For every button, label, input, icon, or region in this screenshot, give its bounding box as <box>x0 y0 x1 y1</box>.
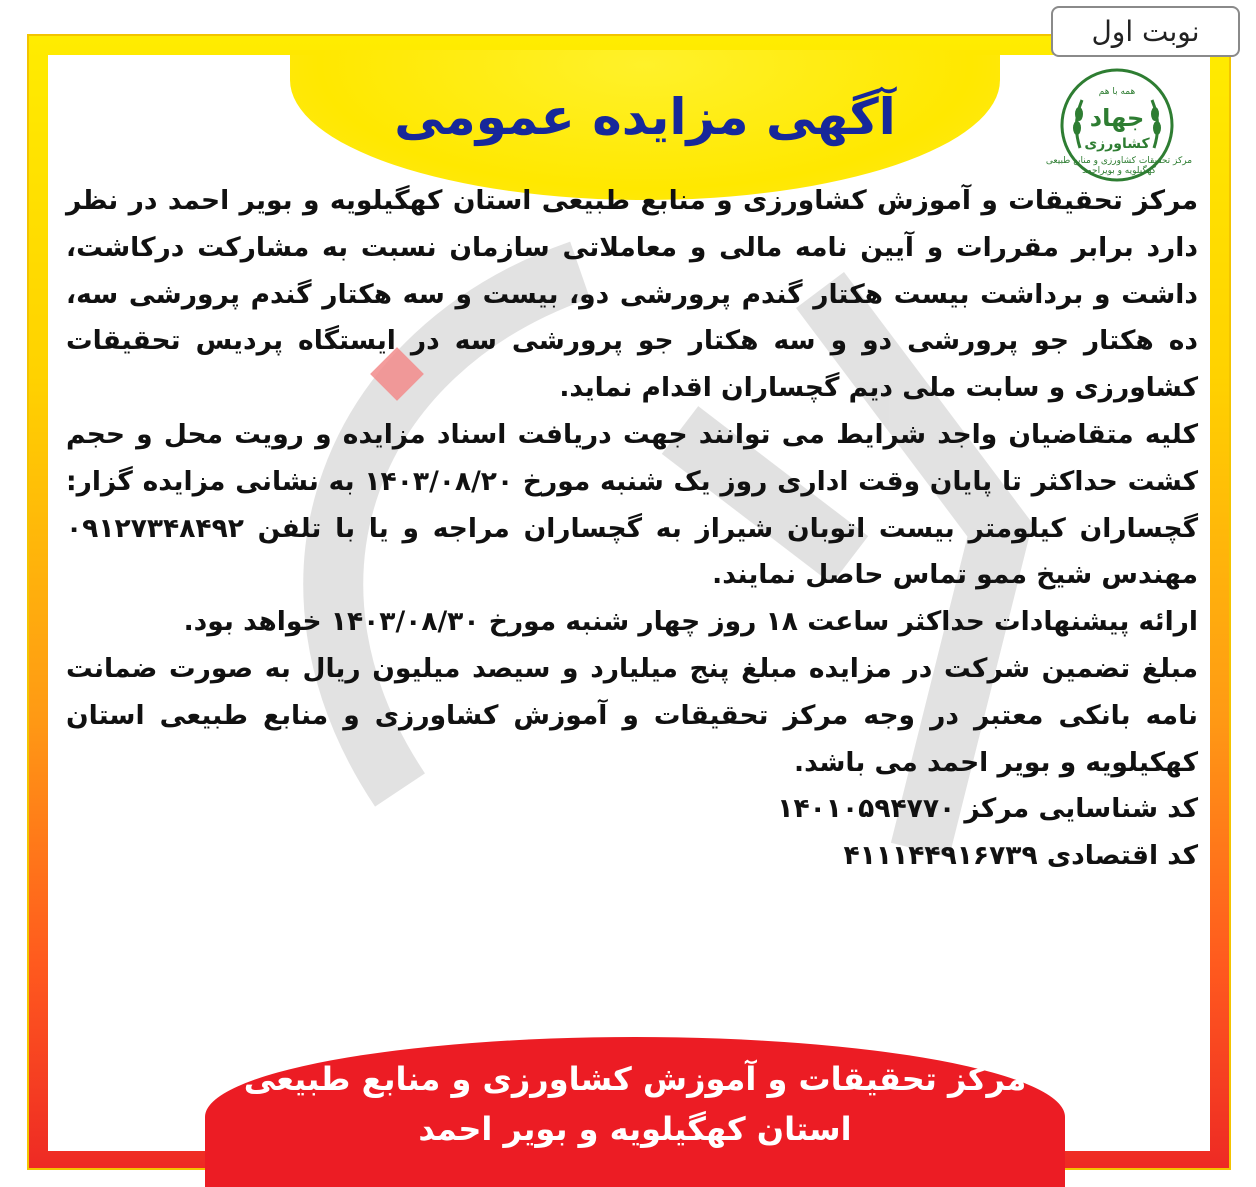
logo-main-text: جهاد <box>1089 104 1145 132</box>
footer-org-line-2: استان کهگیلویه و بویر احمد <box>418 1110 852 1148</box>
footer-org-line-1: مرکز تحقیقات و آموزش کشاورزی و منابع طبیعی <box>243 1060 1027 1098</box>
page-title: آگهی مزایده عمومی <box>394 88 896 146</box>
notice-body <box>66 178 1198 880</box>
notice-paragraph: مرکز تحقیقات و آموزش کشاورزی و منابع طبیعی استان کهگیلویه و بویر احمد در نظر دارد برابر مقررات و آیین نامه مالی و معاملاتی سازمان نسبت به مشارکت درکاشت، داشت و برداشت بیست هکتار گندم پرورشی دو، بیست و سه هکتار گندم پرورشی سه، ده هکتار جو پرورشی دو و سه هکتار جو پرورشی سه در ایستگاه پردیس تحقیقات کشاورزی و سابت ملی دیم گچساران اقدام نماید. <box>66 185 1198 404</box>
logo-caption: مرکز تحقیقات کشاورزی و منابع طبیعی کهگیلویه و بویراحمد <box>1045 156 1193 176</box>
logo-sub-text: کشاورزی <box>1084 136 1150 152</box>
logo-top-text: همه با هم <box>1098 87 1136 97</box>
economic-code: کد اقتصادی ۴۱۱۱۴۴۹۱۶۷۳۹ <box>843 840 1198 872</box>
national-id: کد شناسایی مرکز ۱۴۰۱۰۵۹۴۷۷۰ <box>777 793 1198 825</box>
notice-paragraph: کلیه متقاضیان واجد شرایط می توانند جهت دریافت اسناد مزایده و رویت محل و حجم کشت حداکثر تا پایان وقت اداری روز یک شنبه مورخ ۱۴۰۳/۰۸/۲۰ به نشانی مزایده گزار: گچساران کیلومتر بیست اتوبان شیراز به گچساران مراجه و یا با تلفن ۰۹۱۲۷۳۴۸۴۹۲ مهندس شیخ ممو تماس حاصل نمایند. <box>66 418 1199 591</box>
notice-paragraph: ارائه پیشنهادات حداکثر ساعت ۱۸ روز چهار شنبه مورخ ۱۴۰۳/۰۸/۳۰ خواهد بود. <box>183 606 1198 638</box>
round-badge: نوبت اول <box>1051 6 1240 57</box>
notice-paragraph: مبلغ تضمین شرکت در مزایده مبلغ پنج میلیارد و سیصد میلیون ریال به صورت ضمانت نامه بانکی معتبر در وجه مرکز تحقیقات و آموزش کشاورزی و منابع طبیعی استان کهکیلویه و بویر احمد می باشد. <box>66 652 1198 778</box>
